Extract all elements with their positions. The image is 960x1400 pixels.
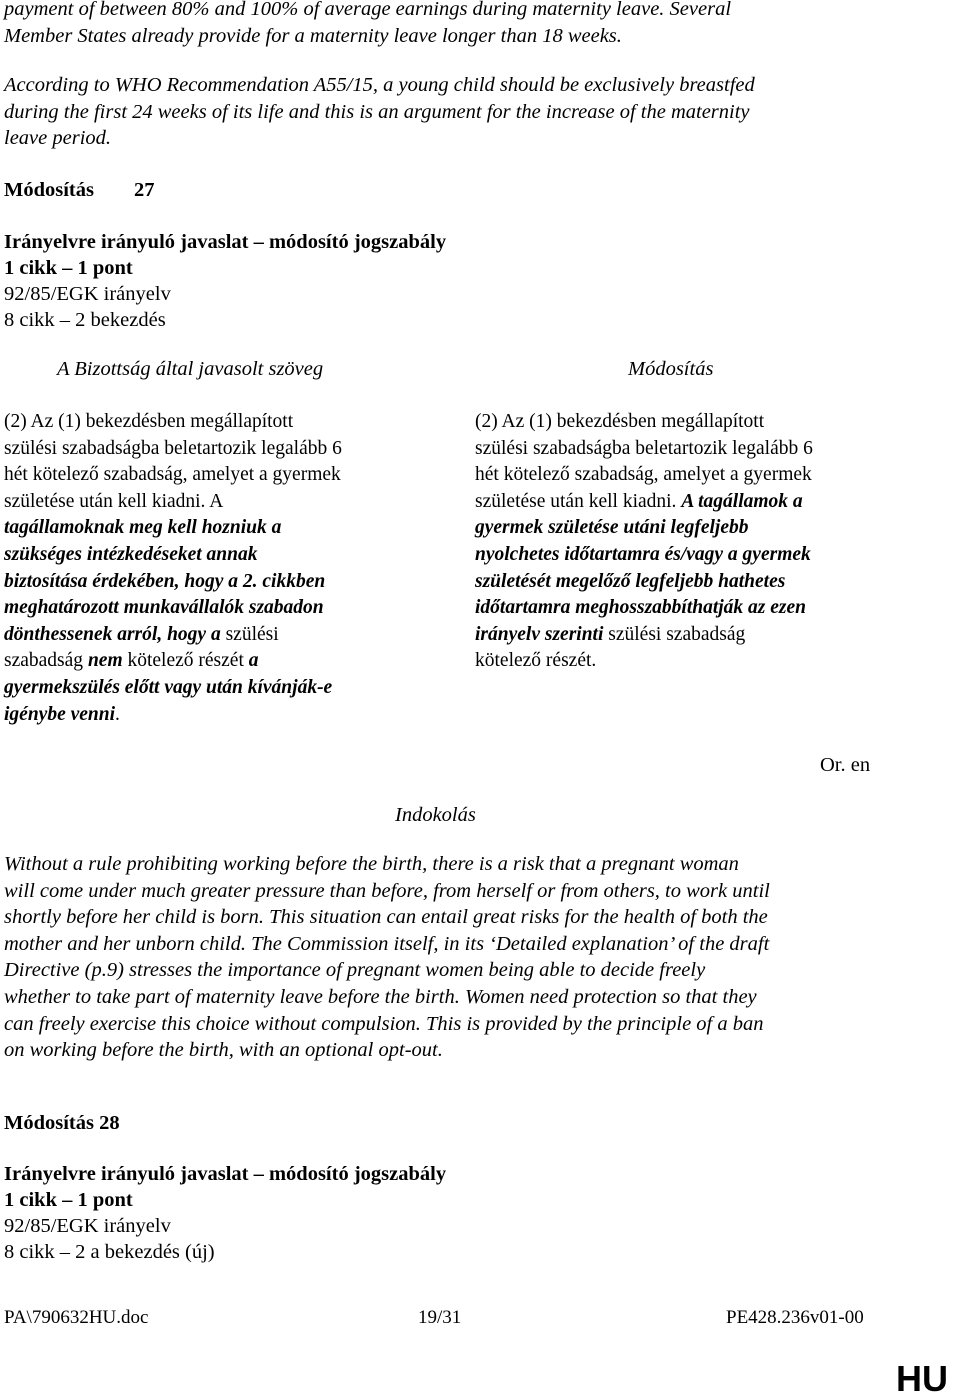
amendment-28-ref-article: 1 cikk – 1 pont	[4, 1189, 133, 1211]
amendment-number: 27	[133, 179, 155, 201]
who-line: during the first 24 weeks of its life and this is an argument for the increase of the maternity	[4, 100, 750, 123]
text-line: meghatározott munkavállalók szabadon	[4, 597, 324, 619]
justification-line: Without a rule prohibiting working before the birth, there is a risk that a pregnant woman	[4, 853, 739, 875]
amendment-28-ref-paragraph: 8 cikk – 2 a bekezdés (új)	[4, 1241, 215, 1263]
text-line: gyermek születése utáni legfeljebb	[475, 517, 749, 539]
text-line: (2) Az (1) bekezdésben megállapított	[4, 411, 294, 432]
who-paragraph	[4, 72, 934, 152]
text-line: születését megelőző legfeljebb hathetes	[475, 570, 786, 592]
column-heading-amendment: Módosítás	[628, 358, 714, 380]
text-line: szülési szabadságba beletartozik legalább 6	[4, 437, 342, 459]
footer-doc-name: PA\790632HU.doc	[4, 1307, 149, 1328]
text-line: nyolchetes időtartamra és/vagy a gyermek	[475, 543, 811, 565]
amendment-27-title	[4, 177, 154, 203]
who-line: According to WHO Recommendation A55/15, a young child should be exclusively breastfed	[4, 74, 755, 96]
amendment-27-ref-paragraph: 8 cikk – 2 bekezdés	[4, 309, 166, 331]
intro-paragraph	[4, 0, 934, 49]
text-line: időtartamra meghosszabbíthatják az ezen	[475, 597, 807, 619]
text-line: születése után kell kiadni. A tagállamok a	[475, 490, 803, 512]
justification-line: on working before the birth, with an optional opt-out.	[4, 1039, 443, 1062]
amendment-27-ref-article: 1 cikk – 1 pont	[4, 257, 133, 279]
justification-line: mother and her unborn child. The Commission itself, in its ‘Detailed explanation’ of the draft	[4, 932, 770, 955]
footer-reference: PE428.236v01-00	[726, 1307, 864, 1328]
text-line: tagállamoknak meg kell hozniuk a	[4, 517, 282, 539]
text-line: hét kötelező szabadság, amelyet a gyermek	[4, 464, 341, 486]
text-line: gyermekszülés előtt vagy után kívánják-e	[4, 676, 333, 698]
amendment-27-ref-directive: 92/85/EGK irányelv	[4, 283, 171, 305]
amendment-28-title: Módosítás 28	[4, 1112, 120, 1134]
footer-page-number: 19/31	[418, 1307, 462, 1328]
text-line: igénybe venni.	[4, 703, 120, 725]
who-line: leave period.	[4, 127, 112, 150]
language-code: HU	[896, 1358, 948, 1399]
commission-text-column	[4, 409, 342, 728]
justification-line: can freely exercise this choice without compulsion. This is provided by the principle of a ban	[4, 1012, 764, 1035]
text-line: szükséges intézkedéseket annak	[4, 543, 258, 565]
text-line: biztosítása érdekében, hogy a 2. cikkben	[4, 570, 326, 592]
intro-line: payment of between 80% and 100% of average earnings during maternity leave. Several	[4, 0, 732, 20]
text-line: születése után kell kiadni. A	[4, 490, 224, 512]
amendment-27-subtitle: Irányelvre irányuló javaslat – módosító jogszabály	[4, 231, 447, 253]
justification-line: Directive (p.9) stresses the importance of pregnant women being able to decide freely	[4, 959, 706, 982]
amendment-28-ref-directive: 92/85/EGK irányelv	[4, 1215, 171, 1237]
text-line: szabadság nem kötelező részét a	[4, 650, 259, 672]
text-line: szülési szabadságba beletartozik legalább 6	[475, 437, 813, 459]
text-line: kötelező részét.	[475, 650, 597, 672]
amendment-28-subtitle: Irányelvre irányuló javaslat – módosító jogszabály	[4, 1163, 447, 1185]
justification-paragraph	[4, 851, 934, 1064]
justification-line: shortly before her child is born. This situation can entail great risks for the health of both the	[4, 906, 768, 929]
text-line: (2) Az (1) bekezdésben megállapított	[475, 411, 765, 432]
justification-line: whether to take part of maternity leave before the birth. Women need protection so that they	[4, 985, 757, 1008]
original-language: Or. en	[820, 754, 871, 776]
justification-heading: Indokolás	[395, 804, 476, 826]
intro-line: Member States already provide for a maternity leave longer than 18 weeks.	[4, 24, 622, 47]
text-line: irányelv szerinti szülési szabadság	[475, 623, 746, 645]
text-line: dönthessenek arról, hogy a szülési	[4, 623, 279, 645]
text-line: hét kötelező szabadság, amelyet a gyermek	[475, 464, 812, 486]
justification-line: will come under much greater pressure than before, from herself or from others, to work until	[4, 879, 770, 902]
amendment-text-column	[475, 409, 813, 675]
column-heading-commission-text: A Bizottság által javasolt szöveg	[57, 358, 324, 380]
amendment-label: Módosítás	[4, 179, 94, 201]
